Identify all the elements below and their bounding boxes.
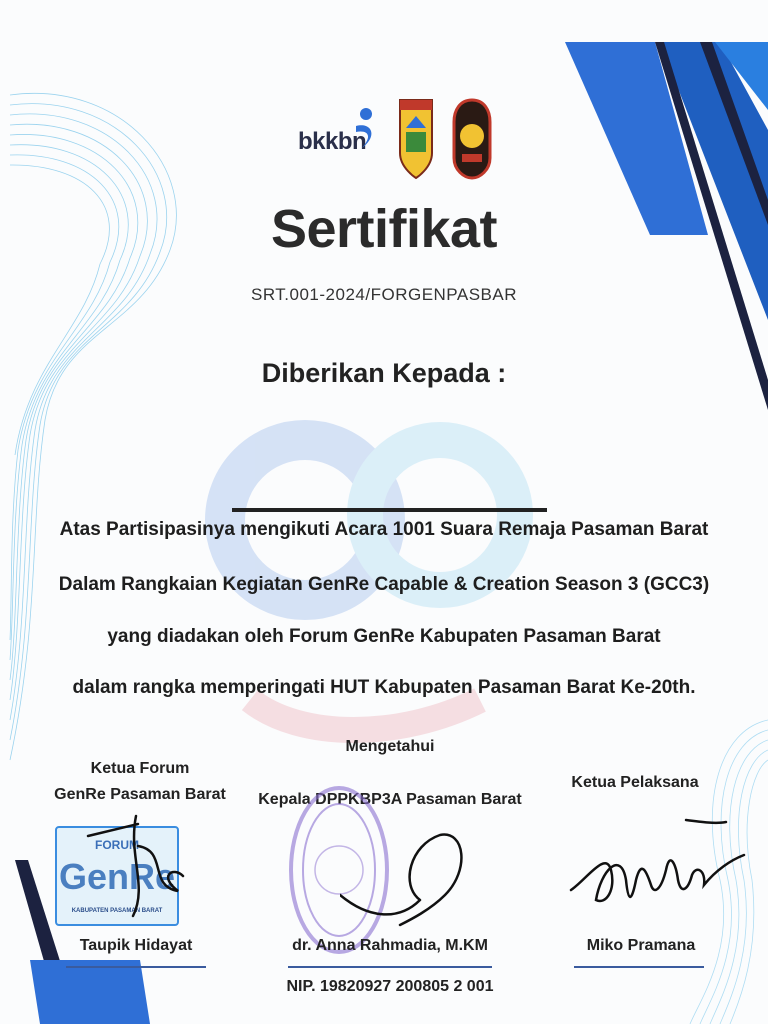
- bkkbn-logo-icon: [352, 104, 380, 154]
- certificate-number: SRT.001-2024/FORGENPASBAR: [250, 285, 518, 304]
- stamp-main-text: GenRe: [58, 856, 176, 897]
- left-signer-role-line1: Ketua Forum: [90, 760, 190, 777]
- recipient-name-line: [232, 508, 547, 512]
- center-signature-scribble: [340, 825, 480, 935]
- stamp-bottom-text: KABUPATEN PASAMAN BARAT: [71, 908, 163, 914]
- given-to-heading: Diberikan Kepada :: [261, 358, 507, 388]
- left-signer-role-line2: GenRe Pasaman Barat: [54, 786, 226, 803]
- body-line-3: yang diadakan oleh Forum GenRe Kabupaten Pasaman Barat: [107, 626, 661, 647]
- right-signer-name: Miko Pramana: [586, 937, 696, 954]
- blue-block-bottom: [30, 960, 150, 1024]
- pasaman-barat-crest-icon: [398, 98, 434, 180]
- left-signer-name: Taupik Hidayat: [79, 937, 193, 954]
- mengetahui-label: Mengetahui: [345, 738, 435, 755]
- left-signature-scribble: [78, 806, 188, 926]
- right-signer-role: Ketua Pelaksana: [571, 774, 699, 791]
- left-wave-decoration: [10, 93, 176, 760]
- body-line-4: dalam rangka memperingati HUT Kabupaten Pasaman Barat Ke-20th.: [72, 677, 696, 698]
- bkkbn-logo-text: bkkbn: [298, 128, 367, 155]
- right-signer-underline: [574, 966, 704, 968]
- body-line-1: Atas Partisipasinya mengikuti Acara 1001 Suara Remaja Pasaman Barat: [59, 519, 709, 540]
- regional-seal-icon: [452, 98, 492, 180]
- left-signer-underline: [66, 966, 206, 968]
- right-signature-scribble: [566, 810, 746, 930]
- center-signer-underline: [288, 966, 492, 968]
- stamp-top-text: FORUM: [95, 838, 139, 852]
- center-signer-nip: NIP. 19820927 200805 2 001: [286, 978, 494, 995]
- body-line-2: Dalam Rangkaian Kegiatan GenRe Capable & Creation Season 3 (GCC3): [58, 574, 710, 595]
- center-signer-role: Kepala DPPKBP3A Pasaman Barat: [258, 791, 522, 808]
- center-signer-name: dr. Anna Rahmadia, M.KM: [292, 937, 488, 954]
- certificate-title: Sertifikat: [270, 199, 498, 259]
